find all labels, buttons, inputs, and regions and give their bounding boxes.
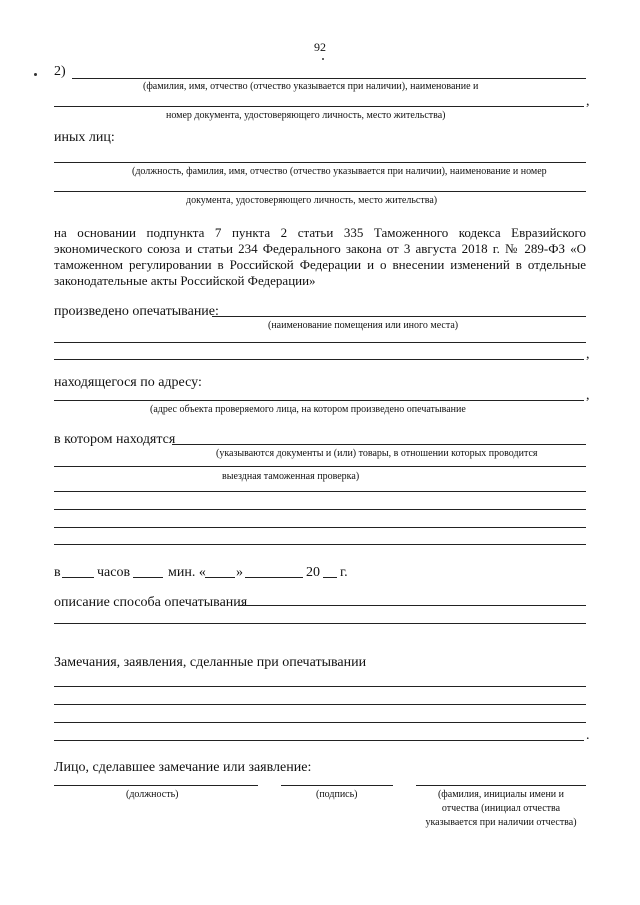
hours-field[interactable]: [62, 577, 94, 578]
sealing-line-1[interactable]: [212, 316, 586, 317]
others-line-2[interactable]: [54, 191, 586, 192]
method-line-1[interactable]: [238, 605, 586, 606]
sealing-caption: (наименование помещения или иного места): [268, 320, 459, 331]
page-number: 92: [314, 40, 326, 54]
minutes-field[interactable]: [133, 577, 163, 578]
others-label: иных лиц:: [54, 130, 115, 145]
others-caption-2: документа, удостоверяющего личность, место жительства): [186, 195, 438, 206]
item2-line-2[interactable]: [54, 106, 584, 107]
person-signature-caption: (подпись): [316, 789, 358, 800]
contains-line-2[interactable]: [54, 466, 586, 467]
datetime-in: в: [54, 565, 61, 580]
method-line-2[interactable]: [54, 623, 586, 624]
year-field[interactable]: [323, 577, 337, 578]
address-caption: (адрес объекта проверяемого лица, на котором произведено опечатывание: [150, 404, 466, 415]
person-name-caption-1: (фамилия, инициалы имени и: [437, 789, 565, 800]
datetime-quote-close: »: [236, 565, 243, 580]
contains-line-6[interactable]: [54, 544, 586, 545]
item2-label: 2): [54, 64, 66, 79]
datetime-hours-label: часов: [97, 565, 131, 580]
person-signature-line[interactable]: [281, 785, 393, 786]
remarks-line-2[interactable]: [54, 704, 586, 705]
person-position-caption: (должность): [126, 789, 179, 800]
method-label: описание способа опечатывания: [54, 595, 248, 610]
item2-caption-1: (фамилия, имя, отчество (отчество указывается при наличии), наименование и: [143, 81, 479, 92]
sealing-line-3[interactable]: [54, 359, 584, 360]
day-field[interactable]: [205, 577, 235, 578]
contains-line-3[interactable]: [54, 491, 586, 492]
contains-line-4[interactable]: [54, 509, 586, 510]
item2-comma: ,: [586, 94, 590, 109]
sealing-label: произведено опечатывание:: [54, 304, 219, 319]
contains-label: в котором находятся: [54, 432, 176, 447]
others-caption-1: (должность, фамилия, имя, отчество (отчество указывается при наличии), наименование и номер: [132, 166, 547, 177]
scan-speck: [34, 73, 37, 76]
datetime-year-suffix: г.: [340, 565, 348, 580]
address-label: находящегося по адресу:: [54, 375, 202, 390]
scan-speck: [322, 58, 324, 60]
item2-line-1[interactable]: [72, 78, 586, 79]
remarks-line-4[interactable]: [54, 740, 584, 741]
contains-caption-2: выездная таможенная проверка): [222, 471, 360, 482]
address-line[interactable]: [54, 400, 584, 401]
remarks-line-3[interactable]: [54, 722, 586, 723]
contains-caption-1: (указываются документы и (или) товары, в отношении которых проводится: [216, 448, 538, 459]
contains-line-1[interactable]: [172, 444, 586, 445]
person-name-caption-2: отчества (инициал отчества: [441, 803, 561, 814]
others-line-1[interactable]: [54, 162, 586, 163]
person-label: Лицо, сделавшее замечание или заявление:: [54, 760, 312, 775]
datetime-year-prefix: 20: [306, 565, 320, 580]
person-name-caption-3: указывается при наличии отчества): [425, 817, 577, 828]
sealing-line-2[interactable]: [54, 342, 586, 343]
remarks-line-1[interactable]: [54, 686, 586, 687]
person-position-line[interactable]: [54, 785, 258, 786]
remarks-end-dot: .: [586, 728, 590, 743]
sealing-comma: ,: [586, 347, 590, 362]
address-comma: ,: [586, 388, 590, 403]
person-name-line[interactable]: [416, 785, 586, 786]
contains-line-5[interactable]: [54, 527, 586, 528]
item2-caption-2: номер документа, удостоверяющего личность, место жительства): [166, 110, 446, 121]
datetime-min-label: мин. «: [168, 565, 206, 580]
month-field[interactable]: [245, 577, 303, 578]
remarks-label: Замечания, заявления, сделанные при опечатывании: [54, 655, 367, 670]
basis-paragraph: на основании подпункта 7 пункта 2 статьи 335 Таможенного кодекса Евразийского экономического союза и статьи 234 Федерального закона от 3 августа 2018 г. № 289-ФЗ «О таможенном регулировании в Российской Федерации и о внесении изменений в отдельные законодательные акты Российской Федерации»: [54, 225, 586, 288]
